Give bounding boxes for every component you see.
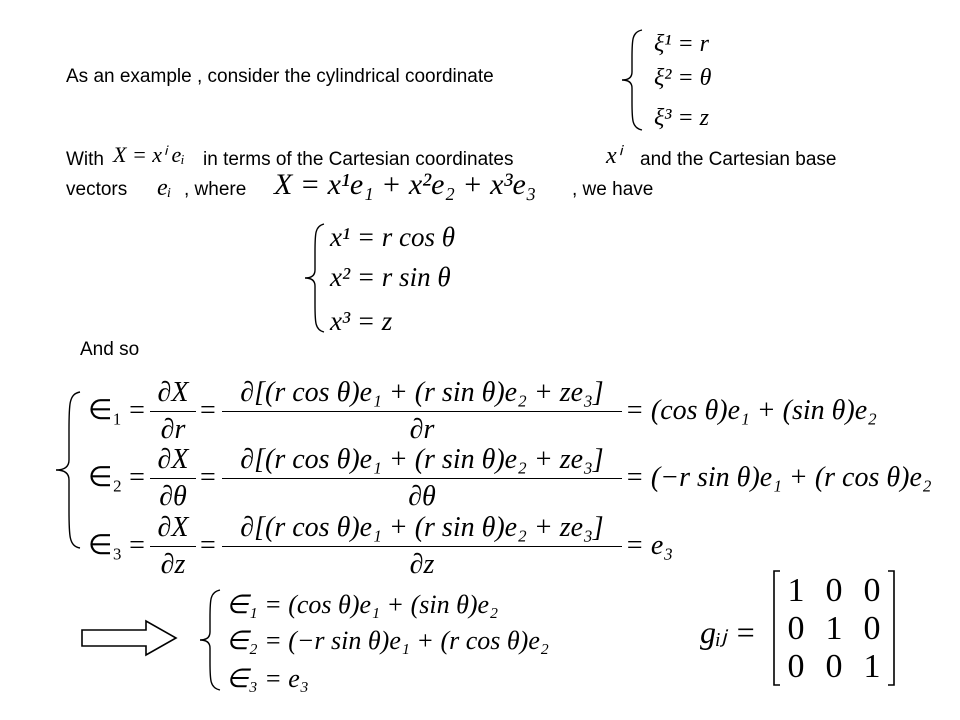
double-right-arrow-icon (80, 618, 180, 658)
matrix-cell: 1 (787, 572, 805, 609)
basis-brace (52, 390, 86, 550)
matrix-cell: 0 (825, 572, 843, 609)
where-text: , where (184, 179, 247, 200)
basis-frac2-2: ∂[(r cos θ)e₁ + (r sin θ)e₂ + ze₃] ∂θ (222, 444, 622, 513)
x-eq-2: x² = r sin θ (330, 262, 451, 292)
cartesian-base-text: and the Cartesian base (640, 149, 837, 170)
metric-matrix (772, 570, 896, 686)
X-definition: X = xⁱ eᵢ (113, 142, 185, 167)
basis-frac2-1: ∂[(r cos θ)e₁ + (r sin θ)e₂ + ze₃] ∂r (222, 377, 622, 446)
x-system-brace (302, 222, 330, 334)
xi-system-brace (618, 28, 648, 132)
summary-eq-2: ∈₂ = (−r sin θ)e₁ + (r cos θ)e₂ (226, 626, 549, 655)
xi-eq-3: ξ³ = z (654, 105, 710, 131)
basis-frac-2: ∂X ∂θ (150, 444, 196, 513)
matrix-cell: 0 (863, 572, 881, 609)
basis-frac-3: ∂X ∂z (150, 512, 196, 581)
x-eq-1: x¹ = r cos θ (330, 222, 456, 252)
basis-eq-2: = (200, 462, 216, 493)
basis-lhs-3: ∈₃ = (88, 530, 145, 561)
basis-eq-1: = (200, 395, 216, 426)
metric-label: gᵢⱼ = (700, 614, 757, 650)
matrix-cell: 0 (787, 610, 805, 647)
with-text: With (66, 149, 104, 170)
matrix-cell: 0 (863, 610, 881, 647)
x-eq-3: x³ = z (330, 306, 393, 336)
cartesian-coords-text: in terms of the Cartesian coordinates (203, 149, 514, 170)
basis-frac2-3: ∂[(r cos θ)e₁ + (r sin θ)e₂ + ze₃] ∂z (222, 512, 622, 581)
summary-eq-1: ∈₁ = (cos θ)e₁ + (sin θ)e₂ (226, 590, 499, 619)
matrix-cell: 1 (863, 648, 881, 685)
X-expansion: X = x¹e₁ + x²e₂ + x³e₃ (274, 168, 537, 201)
basis-eq-3: = (200, 530, 216, 561)
basis-rhs-2: = (−r sin θ)e₁ + (r cos θ)e₂ (625, 462, 932, 493)
basis-lhs-2: ∈₂ = (88, 462, 145, 493)
basis-lhs-1: ∈₁ = (88, 395, 145, 426)
matrix-cell: 1 (825, 610, 843, 647)
we-have-text: , we have (572, 179, 654, 200)
summary-eq-3: ∈₃ = e₃ (226, 664, 309, 693)
matrix-cell: 0 (787, 648, 805, 685)
xi-eq-1: ξ¹ = r (654, 31, 710, 57)
e-i-symbol: eᵢ (157, 175, 172, 201)
summary-brace (196, 588, 226, 692)
xi-eq-2: ξ² = θ (654, 65, 712, 91)
basis-frac-1: ∂X ∂r (150, 377, 196, 446)
intro-text: As an example , consider the cylindrical coordinate (66, 66, 494, 87)
basis-rhs-3: = e₃ (625, 530, 674, 561)
vectors-text: vectors (66, 179, 128, 200)
basis-rhs-1: = (cos θ)e₁ + (sin θ)e₂ (625, 395, 877, 426)
matrix-cell: 0 (825, 648, 843, 685)
x-i-symbol: xⁱ (606, 143, 621, 169)
and-so-text: And so (80, 339, 140, 360)
